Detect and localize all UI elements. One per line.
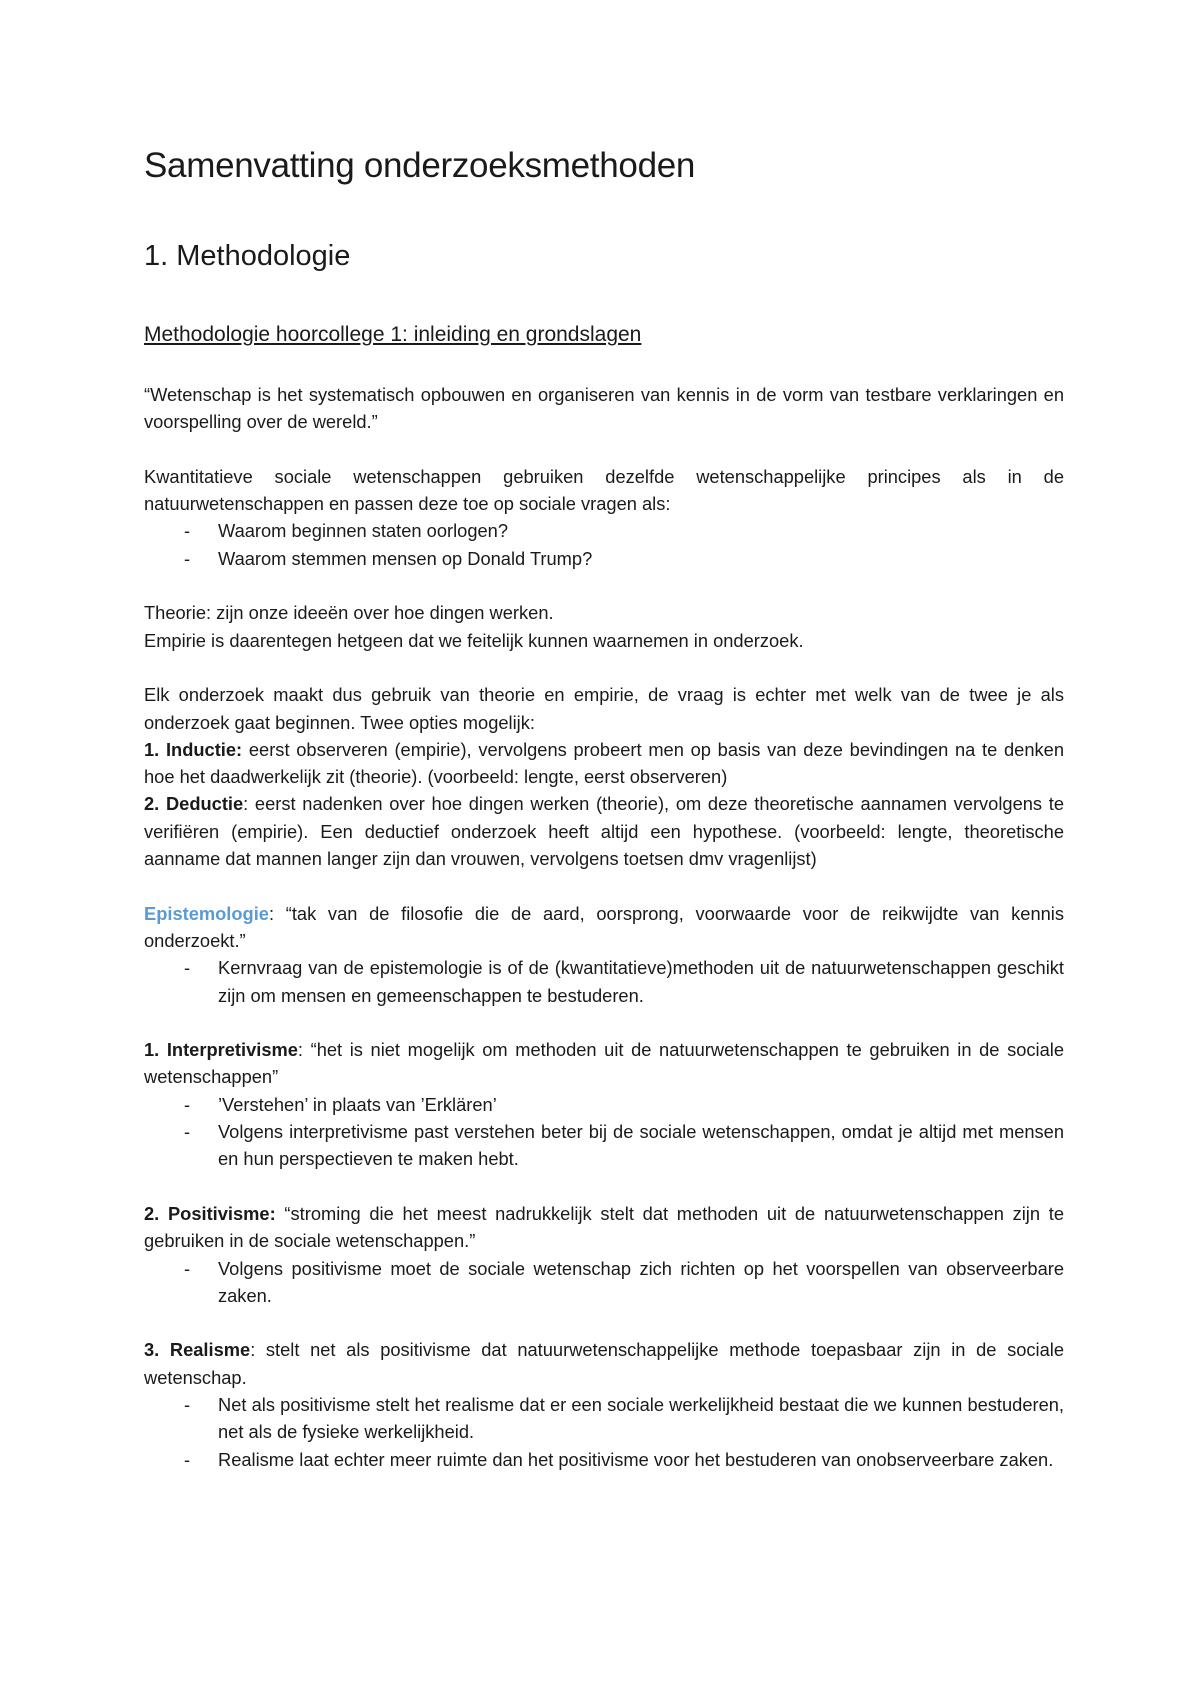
list-item: - Volgens positivisme moet de sociale wetenschap zich richten op het voorspellen van observeerbare zaken.	[144, 1255, 1064, 1310]
realisme-paragraph	[144, 1336, 1064, 1391]
inductie-text: eerst observeren (empirie), vervolgens probeert men op basis van deze bevindingen na te denken hoe het daadwerkelijk zit (theorie). (voorbeeld: lengte, eerst observeren)	[144, 738, 1064, 788]
realisme-list	[144, 1391, 1064, 1473]
positivisme-label: 2. Positivisme:	[144, 1202, 276, 1224]
deductie-text: : eerst nadenken over hoe dingen werken (theorie), om deze theoretische aannamen vervolgens te verifiëren (empirie). Een deductief onderzoek heeft altijd een hypothese. (voorbeeld: lengte, theoretische aanname dat mannen langer zijn dan vrouwen, vervolgens toetsen dmv vragenlijst)	[144, 793, 1064, 870]
epistemologie-text: : “tak van de filosofie die de aard, oorsprong, voorwaarde voor de reikwijdte van kennis onderzoekt.”	[144, 902, 1064, 951]
empirie-line: Empirie is daarentegen hetgeen dat we feitelijk kunnen waarnemen in onderzoek.	[144, 629, 804, 651]
epistemologie-paragraph	[144, 900, 1064, 955]
kwantitatief-paragraph: Kwantitatieve sociale wetenschappen gebruiken dezelfde wetenschappelijke principes als in de natuurwetenschappen en passen deze toe op sociale vragen als:	[144, 465, 1064, 515]
realisme-text: : stelt net als positivisme dat natuurwetenschappelijke methode toepasbaar zijn in de sociale wetenschap.	[144, 1339, 1064, 1388]
lecture-subheading: Methodologie hoorcollege 1: inleiding en grondslagen	[144, 323, 642, 346]
deductie-paragraph	[144, 790, 1064, 872]
interpretivisme-list	[144, 1091, 1064, 1173]
list-item: - Waarom stemmen mensen op Donald Trump?	[144, 545, 1064, 572]
list-item: - Kernvraag van de epistemologie is of de (kwantitatieve)methoden uit de natuurwetenschappen geschikt zijn om mensen en gemeenschappen te bestuderen.	[144, 954, 1064, 1009]
list-item: - Net als positivisme stelt het realisme dat er een sociale werkelijkheid bestaat die we kunnen bestuderen, net als de fysieke werkelijkheid.	[144, 1391, 1064, 1446]
interpretivisme-text: : “het is niet mogelijk om methoden uit de natuurwetenschappen te gebruiken in de sociale wetenschappen”	[144, 1039, 1064, 1088]
positivisme-list	[144, 1255, 1064, 1310]
onderzoek-intro: Elk onderzoek maakt dus gebruik van theorie en empirie, de vraag is echter met welk van de twee je als onderzoek gaat beginnen. Twee opties mogelijk:	[144, 684, 1064, 733]
document-title: Samenvatting onderzoeksmethoden	[144, 146, 696, 185]
list-item: - Volgens interpretivisme past verstehen beter bij de sociale wetenschappen, omdat je altijd met mensen en hun perspectieven te maken hebt.	[144, 1118, 1064, 1173]
section-heading: 1. Methodologie	[144, 240, 351, 272]
realisme-label: 3. Realisme	[144, 1339, 251, 1361]
positivisme-text: “stroming die het meest nadrukkelijk stelt dat methoden uit de natuurwetenschappen zijn te gebruiken in de sociale wetenschappen.”	[144, 1202, 1064, 1252]
inductie-paragraph	[144, 736, 1064, 791]
list-item: - Waarom beginnen staten oorlogen?	[144, 517, 1064, 544]
inductie-label: 1. Inductie:	[144, 738, 243, 760]
positivisme-paragraph	[144, 1200, 1064, 1255]
interpretivisme-label: 1. Interpretivisme	[144, 1039, 298, 1061]
quote-definition: “Wetenschap is het systematisch opbouwen en organiseren van kennis in de vorm van testbare verklaringen en voorspelling over de wereld.”	[144, 384, 1064, 433]
list-item: - Realisme laat echter meer ruimte dan het positivisme voor het bestuderen van onobserveerbare zaken.	[144, 1446, 1064, 1473]
document-body	[144, 381, 1064, 1473]
deductie-label: 2. Deductie	[144, 793, 244, 815]
epistemologie-label: Epistemologie	[144, 902, 269, 924]
epistemologie-list	[144, 954, 1064, 1009]
interpretivisme-paragraph	[144, 1036, 1064, 1091]
kwantitatief-list	[144, 517, 1064, 572]
theorie-line: Theorie: zijn onze ideeën over hoe dingen werken.	[144, 602, 554, 624]
list-item: - ’Verstehen’ in plaats van ’Erklären’	[144, 1091, 1064, 1118]
